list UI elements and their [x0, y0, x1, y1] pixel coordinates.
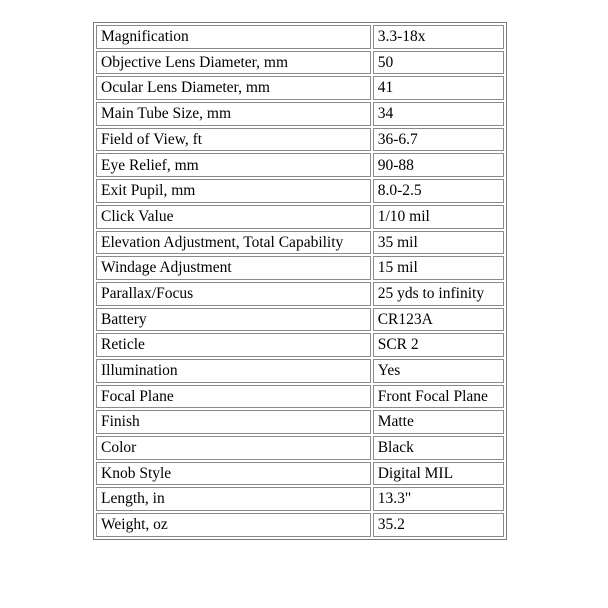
table-row — [96, 410, 504, 434]
table-row — [96, 231, 504, 255]
spec-value: 13.3" — [373, 487, 504, 511]
spec-value: 15 mil — [373, 256, 504, 280]
table-row — [96, 76, 504, 100]
spec-label: Knob Style — [96, 462, 371, 486]
spec-value: 8.0-2.5 — [373, 179, 504, 203]
spec-label: Ocular Lens Diameter, mm — [96, 76, 371, 100]
spec-value: 34 — [373, 102, 504, 126]
spec-value: Yes — [373, 359, 504, 383]
table-row — [96, 128, 504, 152]
table-row — [96, 385, 504, 409]
table-row — [96, 51, 504, 75]
spec-label: Windage Adjustment — [96, 256, 371, 280]
spec-label: Focal Plane — [96, 385, 371, 409]
spec-label: Weight, oz — [96, 513, 371, 537]
spec-value: Matte — [373, 410, 504, 434]
table-row — [96, 205, 504, 229]
spec-label: Elevation Adjustment, Total Capability — [96, 231, 371, 255]
table-row — [96, 359, 504, 383]
spec-label: Eye Relief, mm — [96, 153, 371, 177]
table-row — [96, 282, 504, 306]
table-row — [96, 153, 504, 177]
spec-value: 36-6.7 — [373, 128, 504, 152]
spec-label: Exit Pupil, mm — [96, 179, 371, 203]
spec-value: 35 mil — [373, 231, 504, 255]
spec-value: 90-88 — [373, 153, 504, 177]
table-row — [96, 513, 504, 537]
table-row — [96, 256, 504, 280]
table-row — [96, 333, 504, 357]
spec-label: Objective Lens Diameter, mm — [96, 51, 371, 75]
spec-label: Battery — [96, 308, 371, 332]
table-row — [96, 462, 504, 486]
spec-value: 25 yds to infinity — [373, 282, 504, 306]
table-row — [96, 487, 504, 511]
spec-label: Illumination — [96, 359, 371, 383]
table-row — [96, 102, 504, 126]
spec-value: 1/10 mil — [373, 205, 504, 229]
spec-value: Digital MIL — [373, 462, 504, 486]
spec-label: Finish — [96, 410, 371, 434]
spec-value: 50 — [373, 51, 504, 75]
spec-label: Click Value — [96, 205, 371, 229]
spec-label: Magnification — [96, 25, 371, 49]
spec-value: SCR 2 — [373, 333, 504, 357]
spec-table-body — [96, 25, 504, 537]
table-row — [96, 25, 504, 49]
spec-value: 35.2 — [373, 513, 504, 537]
spec-label: Length, in — [96, 487, 371, 511]
spec-label: Parallax/Focus — [96, 282, 371, 306]
spec-label: Reticle — [96, 333, 371, 357]
spec-label: Color — [96, 436, 371, 460]
table-row — [96, 436, 504, 460]
table-row — [96, 308, 504, 332]
spec-label: Main Tube Size, mm — [96, 102, 371, 126]
spec-label: Field of View, ft — [96, 128, 371, 152]
table-row — [96, 179, 504, 203]
spec-value: Front Focal Plane — [373, 385, 504, 409]
spec-value: CR123A — [373, 308, 504, 332]
spec-value: 41 — [373, 76, 504, 100]
spec-value: Black — [373, 436, 504, 460]
spec-table — [93, 22, 507, 540]
spec-value: 3.3-18x — [373, 25, 504, 49]
